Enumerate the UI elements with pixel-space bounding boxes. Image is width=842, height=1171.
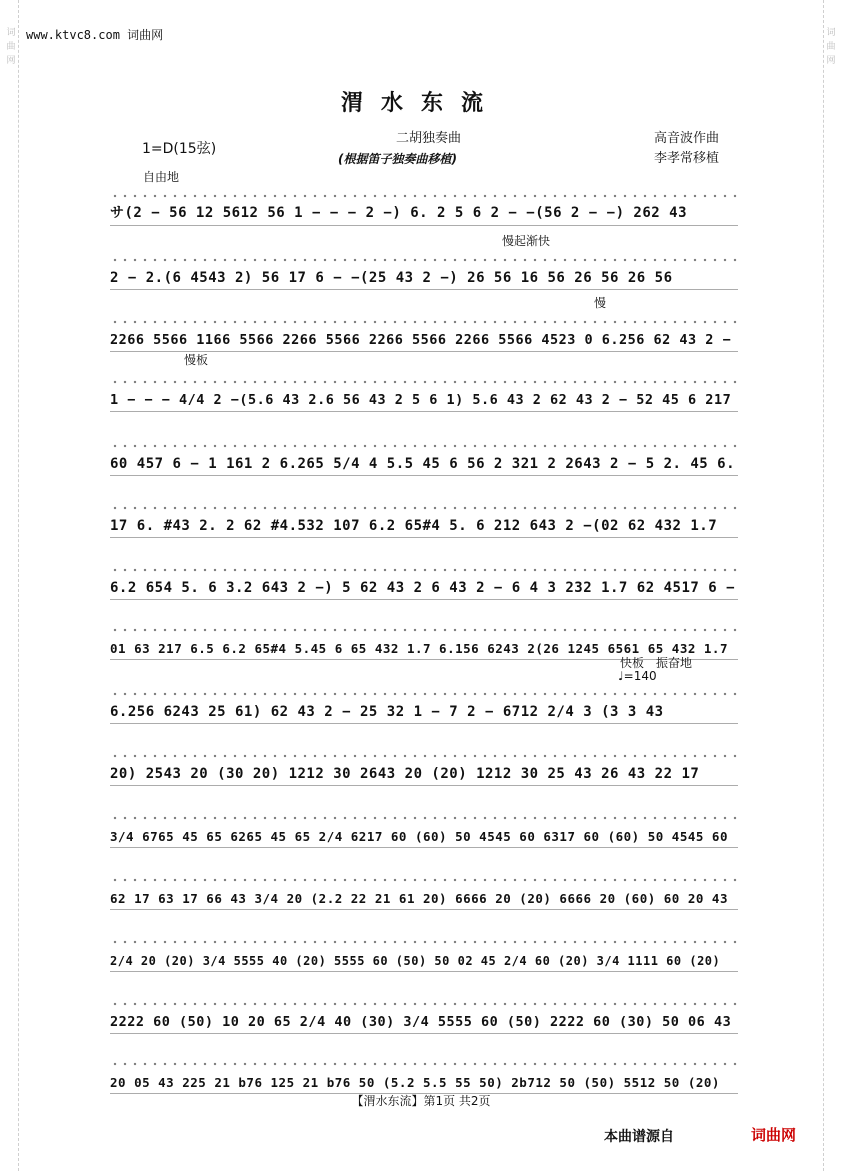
score-line-8: [110, 626, 738, 660]
octave-dots: [110, 318, 738, 326]
octave-dots: [110, 626, 738, 634]
annotation-accel: 慢起渐快: [502, 234, 551, 248]
octave-dots: [110, 1000, 738, 1008]
score-subtitle: 二胡独奏曲: [396, 131, 462, 146]
page-footer: 【渭水东流】第1页 共2页: [351, 1094, 491, 1108]
left-watermark-strip: [4, 0, 19, 1171]
rhythm-underline: [110, 288, 738, 290]
octave-dots: [110, 938, 738, 946]
octave-dots: [110, 256, 738, 264]
octave-dots: [110, 192, 738, 200]
score-line-text: 1 − − − 4/4 2 −(5.6 43 2.6 56 43 2 5 6 1) 5.6 43 2 62 43 2 − 52 45 6 217: [110, 392, 732, 408]
annotation-free: 自由地: [143, 170, 180, 184]
right-watermark-strip: [823, 0, 838, 1171]
rhythm-underline: [110, 474, 738, 476]
octave-dots: [110, 814, 738, 822]
score-line-text: 3/4 6765 45 65 6265 45 65 2/4 6217 60 (60) 50 4545 60 6317 60 (60) 50 4545 60: [110, 829, 728, 844]
score-line-13: [110, 938, 738, 972]
octave-dots: [110, 504, 738, 512]
score-line-text: 2222 60 (50) 10 20 65 2/4 40 (30) 3/4 5555 60 (50) 2222 60 (30) 50 06 43: [110, 1014, 732, 1030]
annotation-slow-board: 慢板: [184, 353, 209, 367]
score-line-text: 2 − 2.(6 4543 2) 56 17 6 − −(25 43 2 −) 26 56 16 56 26 56 26 56: [110, 270, 673, 286]
score-line-text: 60 457 6 − 1 161 2 6.265 5/4 4 5.5 45 6 56 2 321 2 2643 2 − 5 2. 45 6.: [110, 456, 736, 472]
score-line-text: 2266 5566 1166 5566 2266 5566 2266 5566 2266 5566 4523 0 6.256 62 43 2 −: [110, 332, 732, 348]
rhythm-underline: [110, 908, 738, 910]
rhythm-underline: [110, 784, 738, 786]
rhythm-underline: [110, 350, 738, 352]
rhythm-underline: [110, 658, 738, 660]
score-line-text: 2/4 20 (20) 3/4 5555 40 (20) 5555 60 (50) 50 02 45 2/4 60 (20) 3/4 1111 60 (20): [110, 954, 721, 968]
score-line-text: 17 6. #43 2. 2 62 #4.532 107 6.2 65#4 5. 6 212 643 2 −(02 62 432 1.7: [110, 518, 718, 534]
octave-dots: [110, 566, 738, 574]
score-line-4: [110, 378, 738, 412]
source-text: 本曲谱源自: [604, 1129, 674, 1145]
score-line-12: [110, 876, 738, 910]
score-line-text: 01 63 217 6.5 6.2 65#4 5.45 6 65 432 1.7 6.156 6243 2(26 1245 6561 65 432 1.7: [110, 641, 728, 656]
score-title: 渭水东流: [340, 90, 501, 116]
rhythm-underline: [110, 1032, 738, 1034]
score-line-text: 6.256 6243 25 61) 62 43 2 − 25 32 1 − 7 2 − 6712 2/4 3 (3 3 43: [110, 704, 664, 720]
score-line-3: [110, 318, 738, 352]
octave-dots: [110, 690, 738, 698]
side-mark-right: 词曲网: [826, 28, 836, 66]
score-line-10: [110, 752, 738, 786]
score-line-1: [110, 192, 738, 226]
score-line-5: [110, 442, 738, 476]
score-line-15: [110, 1060, 738, 1094]
rhythm-underline: [110, 410, 738, 412]
rhythm-underline: [110, 598, 738, 600]
rhythm-underline: [110, 970, 738, 972]
source-logo: 词曲网: [751, 1126, 797, 1144]
score-line-text: 20 05 43 225 21 b76 125 21 b76 50 (5.2 5.5 55 50) 2b712 50 (50) 5512 50 (20): [110, 1075, 720, 1090]
score-line-14: [110, 1000, 738, 1034]
score-line-text: 6.2 654 5. 6 3.2 643 2 −) 5 62 43 2 6 43 2 − 6 4 3 232 1.7 62 4517 6 −: [110, 580, 736, 596]
annotation-slow: 慢: [594, 296, 607, 310]
composer: 高音波作曲: [654, 131, 720, 146]
octave-dots: [110, 876, 738, 884]
octave-dots: [110, 752, 738, 760]
transcription-note: (根据笛子独奏曲移植): [338, 152, 457, 166]
score-line-text: サ(2 − 56 12 5612 56 1 − − − 2 −) 6. 2 5 6 2 − −(56 2 − −) 262 43: [110, 205, 688, 221]
score-line-text: 62 17 63 17 66 43 3/4 20 (2.2 22 21 61 20) 6666 20 (20) 6666 20 (60) 60 20 43: [110, 891, 728, 906]
rhythm-underline: [110, 846, 738, 848]
score-line-11: [110, 814, 738, 848]
rhythm-underline: [110, 722, 738, 724]
rhythm-underline: [110, 224, 738, 226]
rhythm-underline: [110, 536, 738, 538]
key-signature: 1=D(15弦): [142, 141, 217, 157]
side-mark-left: 词曲网: [6, 28, 16, 66]
score-line-2: [110, 256, 738, 290]
score-line-6: [110, 504, 738, 538]
site-url: www.ktvc8.com 词曲网: [26, 28, 164, 42]
octave-dots: [110, 378, 738, 386]
score-line-7: [110, 566, 738, 600]
annotation-fast-board: 快板 振奋地: [620, 656, 693, 670]
score-line-9: [110, 690, 738, 724]
octave-dots: [110, 442, 738, 450]
score-line-text: 20) 2543 20 (30 20) 1212 30 2643 20 (20) 1212 30 25 43 26 43 22 17: [110, 766, 700, 782]
annotation-tempo: ♩=140: [618, 669, 657, 683]
octave-dots: [110, 1060, 738, 1068]
arranger: 李孝常移植: [654, 151, 720, 166]
